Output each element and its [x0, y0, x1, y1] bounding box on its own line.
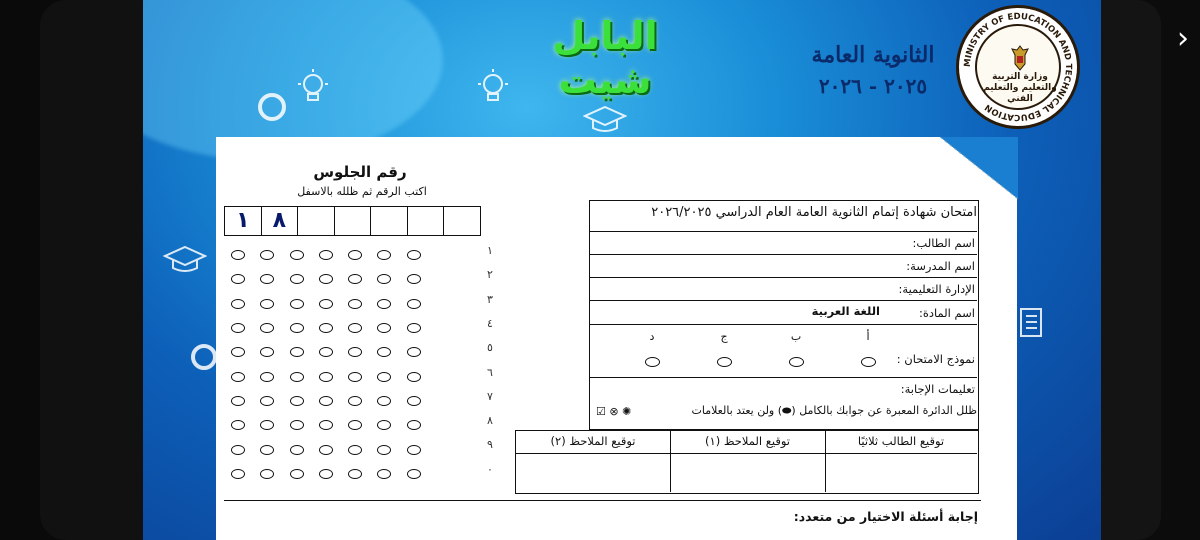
seat-digit-cell[interactable]: ٨: [261, 207, 298, 235]
observer-1-signature-label: توقيع الملاحظ (١): [705, 434, 790, 448]
seat-bubble[interactable]: [260, 323, 274, 333]
seat-number-title: رقم الجلوس: [313, 163, 407, 181]
seat-bubble[interactable]: [407, 372, 421, 382]
seat-bubble[interactable]: [260, 420, 274, 430]
seat-bubble[interactable]: [377, 299, 391, 309]
seat-bubble[interactable]: [290, 372, 304, 382]
model-bubble-j[interactable]: [717, 357, 732, 367]
sheet-corner-fold: [940, 137, 1018, 199]
divider: [224, 500, 981, 501]
seat-digit-cell[interactable]: [334, 207, 371, 235]
ministry-logo: [956, 5, 1080, 129]
seat-bubble[interactable]: [231, 396, 245, 406]
seat-row-number: ١: [487, 244, 493, 257]
right-gutter: [1101, 0, 1200, 540]
observer-2-signature-label: توقيع الملاحظ (٢): [550, 434, 636, 448]
seat-bubble[interactable]: [319, 250, 333, 260]
seat-row-number: ٠: [487, 462, 493, 476]
instructions-label: تعليمات الإجابة:: [900, 382, 975, 396]
invalid-marks-icons: ☑ ⊗ ✺: [596, 405, 632, 418]
seat-bubble[interactable]: [260, 469, 274, 479]
seat-bubble[interactable]: [319, 396, 333, 406]
school-name-label: اسم المدرسة:: [906, 259, 975, 273]
subject-value: اللغة العربية: [811, 304, 880, 318]
seat-bubble[interactable]: [231, 250, 245, 260]
seat-bubble[interactable]: [407, 420, 421, 430]
logo-text: وزارة التربية والتعليم والتعليم الفني: [983, 72, 1057, 104]
model-letter-j: ج: [720, 330, 728, 343]
svg-text:MINISTRY OF EDUCATION AND TECH: MINISTRY OF EDUCATION AND TECHNICAL EDUCATION: [962, 11, 1074, 123]
seat-bubble-row: [226, 462, 481, 486]
mcq-section-title: إجابة أسئلة الاختيار من متعدد:: [793, 509, 978, 524]
instructions-text: ظلل الدائرة المعبرة عن جوابك بالكامل (⬬) ولن يعتد بالعلامات: [691, 404, 977, 417]
brand-title: البابل شيت: [552, 14, 658, 102]
seat-row-number: ٧: [487, 389, 493, 403]
seat-bubble[interactable]: [290, 396, 304, 406]
seat-number-hint: اكتب الرقم ثم ظلله بالاسفل: [297, 185, 427, 198]
seat-bubble[interactable]: [231, 347, 245, 357]
seat-bubble[interactable]: [377, 420, 391, 430]
admin-label: الإدارة التعليمية:: [898, 282, 975, 296]
seat-bubble[interactable]: [407, 347, 421, 357]
seat-bubble[interactable]: [290, 469, 304, 479]
graduation-cap-icon: [583, 104, 627, 136]
banner-title: الثانوية العامة: [811, 42, 935, 68]
seat-bubble[interactable]: [231, 420, 245, 430]
seat-bubble[interactable]: [348, 469, 362, 479]
seat-bubble[interactable]: [377, 445, 391, 455]
seat-bubble[interactable]: [290, 347, 304, 357]
seat-bubble[interactable]: [319, 445, 333, 455]
seat-row-number: ٨: [487, 414, 493, 428]
eagle-emblem-icon: [1010, 44, 1030, 72]
book-icon: [1017, 306, 1047, 340]
seat-bubble[interactable]: [377, 274, 391, 284]
seat-bubble[interactable]: [407, 274, 421, 284]
seat-digit-cell[interactable]: [443, 207, 480, 235]
seat-digit-cell[interactable]: ١: [236, 208, 250, 233]
seat-bubble[interactable]: [319, 323, 333, 333]
seat-bubble-row: [226, 316, 481, 340]
model-letter-d: د: [649, 330, 655, 343]
seat-bubble[interactable]: [319, 420, 333, 430]
model-letter-a: أ: [866, 330, 870, 343]
seat-row-number: ٤: [487, 316, 493, 330]
seat-bubble[interactable]: [319, 299, 333, 309]
exam-model-label: نموذج الامتحان :: [896, 352, 975, 366]
seat-bubble[interactable]: [348, 372, 362, 382]
graduation-cap-icon: [163, 244, 207, 276]
seat-bubble[interactable]: [377, 250, 391, 260]
seat-row-number: ٢: [487, 268, 493, 282]
seat-bubble[interactable]: [407, 396, 421, 406]
seat-bubble[interactable]: [231, 299, 245, 309]
seat-bubble-row: [226, 364, 481, 388]
seat-bubble[interactable]: [319, 274, 333, 284]
seat-bubble[interactable]: [290, 250, 304, 260]
seat-bubble[interactable]: [231, 323, 245, 333]
seat-bubble[interactable]: [319, 469, 333, 479]
seat-bubble[interactable]: [348, 250, 362, 260]
student-name-label: اسم الطالب:: [912, 236, 975, 250]
exam-title: امتحان شهادة إتمام الثانوية العامة العام الدراسي ٢٠٢٦/٢٠٢٥: [651, 205, 977, 220]
seat-bubble[interactable]: [377, 396, 391, 406]
ring-decoration-icon: [255, 90, 289, 124]
seat-bubble[interactable]: [407, 445, 421, 455]
seat-bubble[interactable]: [348, 420, 362, 430]
seat-bubble[interactable]: [260, 372, 274, 382]
seat-bubble[interactable]: [377, 323, 391, 333]
seat-bubble[interactable]: [348, 299, 362, 309]
seat-bubble[interactable]: [260, 347, 274, 357]
logo-emblem: [975, 24, 1061, 110]
seat-bubble[interactable]: [260, 299, 274, 309]
seat-row-number: ٥: [487, 341, 493, 355]
seat-bubble[interactable]: [319, 347, 333, 357]
seat-bubble-grid: [226, 243, 481, 486]
seat-bubble[interactable]: [348, 323, 362, 333]
seat-bubble[interactable]: [407, 250, 421, 260]
seat-row-number: ٩: [487, 438, 493, 452]
seat-bubble[interactable]: [407, 299, 421, 309]
seat-bubble[interactable]: [348, 396, 362, 406]
model-bubble-d[interactable]: [645, 357, 660, 367]
model-letter-b: ب: [790, 330, 802, 343]
seat-bubble[interactable]: [231, 445, 245, 455]
seat-bubble[interactable]: [377, 372, 391, 382]
seat-bubble[interactable]: [407, 323, 421, 333]
model-bubble-a[interactable]: [861, 357, 876, 367]
seat-bubble-row: [226, 340, 481, 364]
seat-bubble-row: [226, 292, 481, 316]
seat-digit-cell[interactable]: [407, 207, 444, 235]
seat-bubble[interactable]: [290, 299, 304, 309]
subject-label: اسم المادة:: [918, 306, 975, 320]
seat-bubble-row: [226, 413, 481, 437]
seat-bubble[interactable]: [231, 372, 245, 382]
seat-bubble[interactable]: [348, 274, 362, 284]
seat-digit-cell[interactable]: [297, 207, 334, 235]
seat-bubble[interactable]: [407, 469, 421, 479]
seat-bubble[interactable]: [290, 323, 304, 333]
model-bubble-b[interactable]: [789, 357, 804, 367]
seat-bubble[interactable]: [290, 420, 304, 430]
seat-bubble[interactable]: [231, 469, 245, 479]
seat-bubble[interactable]: [260, 445, 274, 455]
seat-row-number: ٣: [487, 292, 493, 306]
seat-bubble[interactable]: [290, 445, 304, 455]
seat-bubble[interactable]: [348, 445, 362, 455]
seat-bubble[interactable]: [231, 274, 245, 284]
seat-row-number: ٦: [487, 365, 493, 379]
seat-bubble[interactable]: [377, 469, 391, 479]
seat-bubble[interactable]: [377, 347, 391, 357]
chevron-right-icon[interactable]: ›: [1177, 21, 1189, 56]
seat-digit-boxes: [224, 206, 481, 236]
seat-bubble-row: [226, 267, 481, 291]
seat-bubble[interactable]: [290, 274, 304, 284]
student-signature-label: توقيع الطالب ثلاثيًا: [857, 434, 945, 448]
seat-bubble[interactable]: [260, 396, 274, 406]
seat-bubble[interactable]: [260, 250, 274, 260]
seat-bubble-row: [226, 437, 481, 461]
seat-bubble-row: [226, 243, 481, 267]
seat-bubble[interactable]: [319, 372, 333, 382]
seat-digit-cell[interactable]: [370, 207, 407, 235]
seat-bubble-row: [226, 389, 481, 413]
lightbulb-icon: [295, 68, 331, 108]
seat-bubble[interactable]: [348, 347, 362, 357]
left-gutter: [0, 0, 143, 540]
banner-years: ٢٠٢٥ - ٢٠٢٦: [818, 74, 928, 98]
seat-bubble[interactable]: [260, 274, 274, 284]
ring-decoration-icon: [189, 342, 219, 372]
lightbulb-icon: [475, 68, 511, 108]
